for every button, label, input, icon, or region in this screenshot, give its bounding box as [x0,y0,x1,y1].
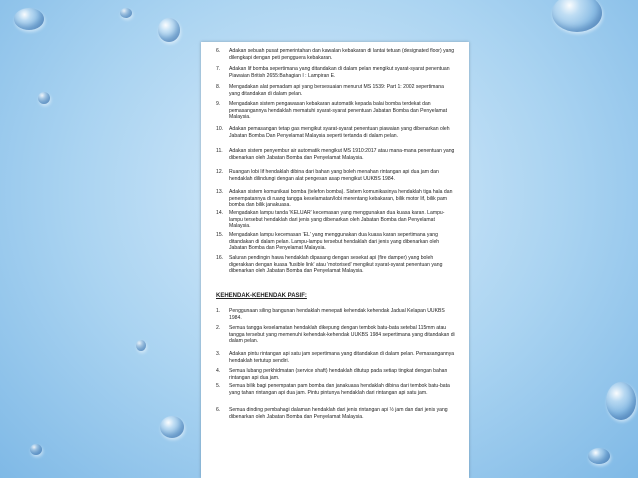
list-item-text: Mengadakan alat pemadam api yang bersesuaian menurut MS 1539: Part 1: 2002 sepertimana yang ditandakan di dalam pelan. [229,84,444,97]
list-item-text: Adakan sistem komunikasi bomba (telefon bomba). Sistem komunikasinya hendaklah tiga hala dan penempatannya di ruang tangga keselamatan/lobi merentang kebakaran, bilik motor lif, bilik pam bomba dan bilik janakuasa. [229,189,453,209]
list-item-number: 6. [216,407,221,413]
list-item-text: Adakan lif bomba sepertimana yang ditandakan di dalam pelan mengikut syarat-syarat penentuan Piawaian British 2655:Bahagian I : Lampiran E. [229,66,450,79]
list-item [216,308,456,321]
list-item-text: Ruangan lobi lif hendaklah dibina dari bahan yang boleh menahan rintangan api dua jam dan hendaklah dilindungi dengan alat pengesan asap mengikut UUKBS 1984. [229,169,439,182]
list-item-number: 5. [216,383,221,389]
list-item-text: Semua lubang perkhidmatan (service shaft) hendaklah ditutup pada setiap tingkat dengan bahan rintangan api dua jam. [229,368,448,381]
list-item-number: 15. [216,232,224,238]
list-item-number: 14. [216,210,224,216]
list-item-number: 10. [216,126,224,132]
list-item-number: 3. [216,351,221,357]
water-droplet [588,448,610,464]
list-item [216,148,456,161]
water-droplet [552,0,602,32]
list-item-text: Mengadakan lampu kecemasan 'EL' yang menggunakan dua kuasa karan sepertimana yang ditandakan di dalam pelan. Lampu-lampu tersebut hendaklah dari jenis yang dibenarkan oleh Jabatan Bomba dan Penyelamat Malaysia. [229,232,440,252]
list-item [216,126,456,139]
water-droplet [30,444,42,455]
list-item-text: Mengadakan lampu tanda 'KELUAR' kecemasan yang menggunakan dua kuasa karan. Lampu-lampu tersebut hendaklah dari jenis yang dibenarkan oleh Jabatan Bomba dan Penyelamat Malaysia. [229,210,445,230]
list-item-text: Adakan pintu rintangan api satu jam sepertimana yang ditandakan di dalam pelan. Pemasangannya hendaklah tertutup sendiri. [229,351,455,364]
list-item-number: 11. [216,148,223,154]
list-item-number: 13. [216,189,224,195]
water-droplet [158,18,180,42]
list-item [216,407,456,420]
list-item [216,368,456,381]
list-item [216,169,456,182]
list-item-text: Saluran pendingin hawa hendaklah dipasang dengan sesekat api (fire damper) yang boleh digerakkan dengan kuasa 'fusible link' atau 'motorised' mengikut syarat-syarat penentuan yang dibenarkan oleh Jabatan Bomba dan Penyelamat Malaysia. [229,255,443,275]
water-droplet [160,416,184,438]
list-item-number: 6. [216,48,221,54]
list-item-text: Adakan sebuah pusat pemerintahan dan kawalan kebakaran di lantai tetuan (designated floor) yang dilengkapi dengan peti pengguera kebakaran. [229,48,455,61]
water-droplet [606,382,636,420]
list-item [216,255,456,275]
list-item [216,66,456,79]
list-item-text: Semua bilik bagi penempatan pam bomba dan janakuasa hendaklah dibina dari tembok batu-bata yang tahan rintangan api dua jam. Pintu pintunya hendaklah dari rintangan api satu jam. [229,383,450,396]
list-item-text: Adakan sistem penyembur air automatik mengikut MS 1910:2017 atau mana-mana penentuan yang dibenarkan oleh Jabatan Bomba dan Penyelamat Malaysia. [229,148,455,161]
water-droplet [38,92,50,104]
list-item [216,325,456,345]
document-page [201,42,469,478]
water-droplet [14,8,44,30]
water-droplet [120,8,132,18]
list-item [216,232,456,252]
list-item-number: 8. [216,84,221,90]
list-item-text: Semua dinding pembahagi dalaman hendaklah dari jenis rintangan api ½ jam dan dari jenis yang dibenarkan oleh Jabatan Bomba dan Penyelamat Malaysia. [229,407,448,420]
list-item [216,48,456,61]
list-item [216,351,456,364]
list-item [216,210,456,230]
list-item [216,383,456,396]
list-item-number: 4. [216,368,221,374]
list-item [216,101,456,121]
list-item-text: Mengadakan sistem pengawasan kebakaran automatik kepada balai bomba terdekat dan pemasangannya hendaklah mematuhi syarat-syarat penentuan Jabatan Bomba dan Penyelamat Malaysia. [229,101,448,121]
list-item-number: 7. [216,66,221,72]
section-heading: KEHENDAK-KEHENDAK PASIF: [216,293,307,299]
list-item [216,84,456,97]
list-item-text: Semua tangga keselamatan hendaklah dikepung dengan tembok batu-bata setebal 115mm atau tangga tersebut yang memenuhi kehendak-kehendak UUKBS 1984 sepertimana yang ditandakan di dalam pelan. [229,325,455,345]
water-droplet [136,340,146,351]
list-item-number: 12. [216,169,224,175]
list-item-number: 2. [216,325,221,331]
list-item-text: Penggunaan siling bangunan hendaklah menepati kehendak kehendak Jadual Kelapan UUKBS 1984. [229,308,445,321]
list-item-number: 9. [216,101,221,107]
list-item-text: Adakan pemasangan tetap gas mengikut syarat-syarat penentuan piawaian yang dibenarkan oleh Jabatan Bomba Dan Penyelamat Malaysia seperti tertanda di dalam pelan. [229,126,450,139]
list-item [216,189,456,209]
list-item-number: 16. [216,255,224,261]
list-item-number: 1. [216,308,221,314]
